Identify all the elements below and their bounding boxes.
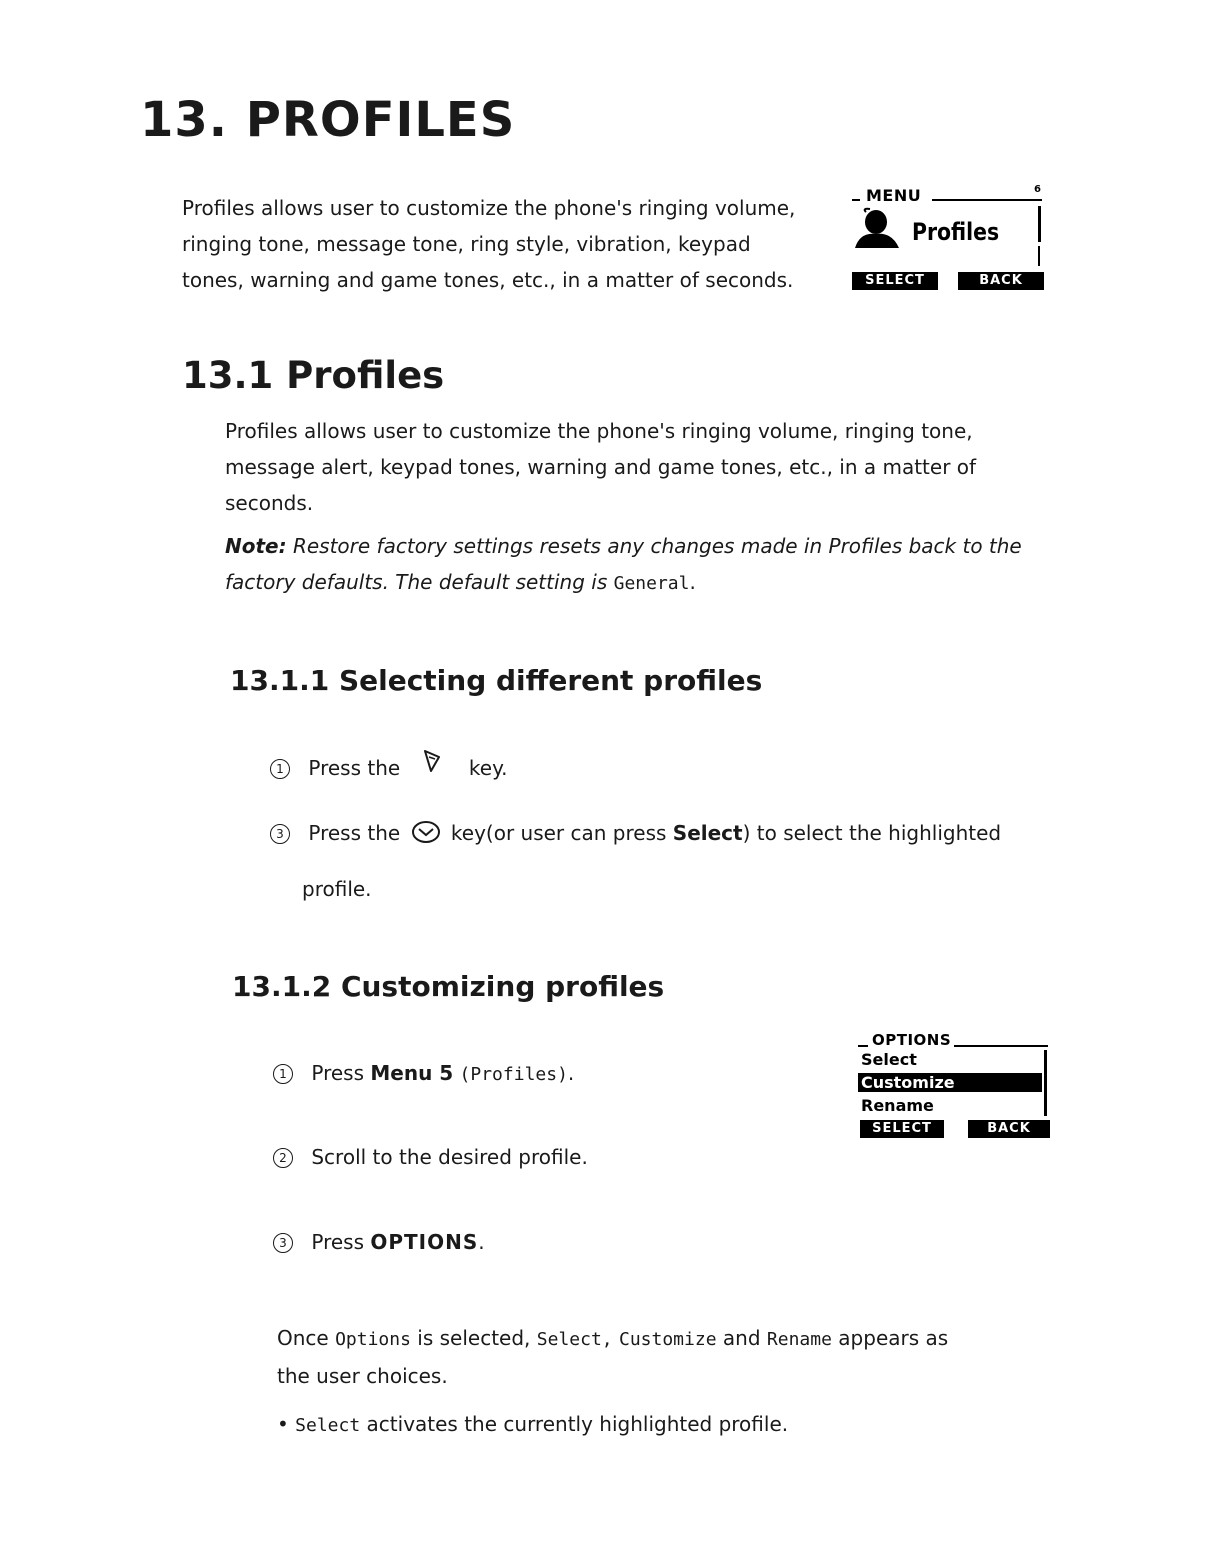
body-line: Profiles allows user to customize the phone's ringing volume, ringing tone, xyxy=(225,419,973,443)
para-code: Select, xyxy=(536,1329,613,1350)
step-item xyxy=(273,1230,485,1254)
intro-line: tones, warning and game tones, etc., in a matter of seconds. xyxy=(182,268,794,292)
section-body xyxy=(225,413,1125,521)
scrollbar xyxy=(1038,206,1041,242)
menu-index: 6 xyxy=(1034,184,1041,195)
step-bold: Menu 5 xyxy=(370,1061,454,1085)
intro-line: Profiles allows user to customize the phone's ringing volume, xyxy=(182,196,796,220)
options-paragraph xyxy=(277,1320,1177,1394)
back-softkey[interactable]: BACK xyxy=(968,1120,1050,1138)
para-text: the user choices. xyxy=(277,1364,448,1388)
option-item[interactable]: Select xyxy=(861,1050,917,1069)
step-text: . xyxy=(567,1061,575,1085)
step-number: 3 xyxy=(270,824,290,844)
note-default-value: General xyxy=(613,573,690,594)
bullet-text: activates the currently highlighted profile. xyxy=(366,1412,789,1436)
bullet-item xyxy=(277,1406,1177,1444)
step-item xyxy=(273,1061,574,1085)
divider xyxy=(954,1045,1048,1047)
note xyxy=(225,528,1125,602)
subsection-title: 13.1.1 Selecting different profiles xyxy=(230,664,763,697)
step-number: 1 xyxy=(270,759,290,779)
step-text: Scroll to the desired profile. xyxy=(311,1145,588,1169)
step-text: Press the xyxy=(308,821,401,845)
screen-title: MENU xyxy=(866,186,922,205)
menu-label: Profiles xyxy=(912,218,1000,246)
bullet-code: Select xyxy=(295,1415,361,1436)
step-bold: OPTIONS xyxy=(370,1230,479,1254)
step-number: 3 xyxy=(273,1233,293,1253)
ok-key-icon xyxy=(411,820,441,844)
step-item xyxy=(270,756,507,780)
option-item[interactable]: Rename xyxy=(861,1096,934,1115)
step-text: key. xyxy=(468,756,508,780)
para-text: and xyxy=(722,1326,761,1350)
step-item xyxy=(270,820,1001,845)
body-line: seconds. xyxy=(225,491,314,515)
intro-line: ringing tone, message tone, ring style, vibration, keypad xyxy=(182,232,751,256)
menu-screen-figure xyxy=(850,182,1050,292)
profile-person-icon xyxy=(852,206,904,250)
step-text: ) to select the highlighted xyxy=(742,821,1002,845)
step-text: . xyxy=(478,1230,485,1254)
step-number: 1 xyxy=(273,1064,293,1084)
divider xyxy=(852,199,860,201)
option-item-highlighted[interactable]: Customize xyxy=(858,1073,1042,1092)
step-text: key(or user can press xyxy=(450,821,667,845)
para-text: Once xyxy=(277,1326,329,1350)
body-line: message alert, keypad tones, warning and game tones, etc., in a matter of xyxy=(225,455,977,479)
section-title: 13.1 Profiles xyxy=(182,354,445,397)
para-text: is selected, xyxy=(417,1326,531,1350)
para-text: appears as xyxy=(838,1326,949,1350)
step-number: 2 xyxy=(273,1148,293,1168)
select-softkey[interactable]: SELECT xyxy=(860,1120,944,1138)
para-code: Options xyxy=(335,1329,411,1350)
step-text: Press the xyxy=(308,756,401,780)
screen-title: OPTIONS xyxy=(872,1031,952,1049)
step-continuation: profile. xyxy=(302,877,372,901)
divider xyxy=(932,199,1042,201)
back-softkey[interactable]: BACK xyxy=(958,272,1044,290)
note-period: . xyxy=(689,570,696,594)
note-text: factory defaults. The default setting is xyxy=(225,570,608,594)
step-text: Press xyxy=(311,1061,364,1085)
bullet-icon: • xyxy=(277,1412,289,1436)
para-code: Customize xyxy=(619,1329,717,1350)
para-code: Rename xyxy=(766,1329,832,1350)
divider xyxy=(858,1045,868,1047)
step-item xyxy=(273,1145,588,1169)
subsection-title: 13.1.2 Customizing profiles xyxy=(232,970,665,1003)
step-code: (Profiles) xyxy=(459,1064,568,1085)
scrollbar xyxy=(1044,1050,1047,1116)
select-softkey[interactable]: SELECT xyxy=(852,272,938,290)
note-label: Note: xyxy=(225,534,287,558)
options-screen-figure xyxy=(858,1030,1054,1142)
note-text: Restore factory settings resets any changes made in Profiles back to the xyxy=(292,534,1022,558)
intro-paragraph xyxy=(182,190,842,298)
step-text: Press xyxy=(311,1230,364,1254)
step-bold: Select xyxy=(672,821,743,845)
scrollbar xyxy=(1038,246,1040,266)
chapter-title: 13. PROFILES xyxy=(140,92,516,148)
